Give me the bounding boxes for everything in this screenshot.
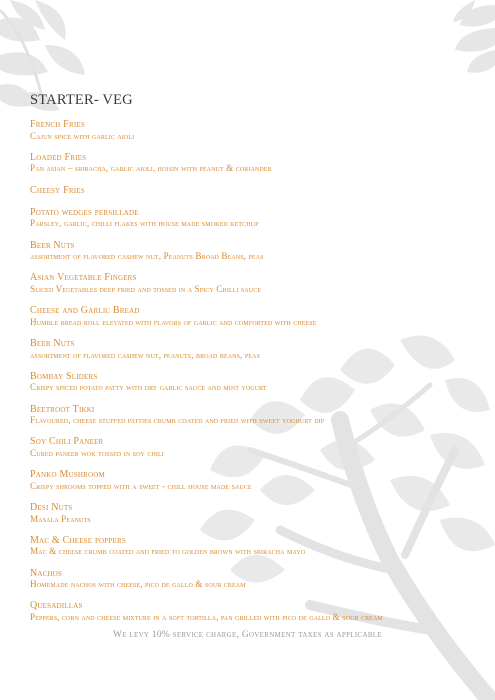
item-description: Pan asian – sriracha, garlic aioli, hoisin with peanut & coriander <box>30 163 272 174</box>
item-description: Cajun spice with garlic aioli <box>30 130 135 141</box>
item-name: Asian Vegetable Fingers <box>30 272 137 284</box>
item-description: Peppers, corn and cheese mixture in a soft tortilla, pan grilled with pico de gallo & sour cream <box>30 611 383 622</box>
item-name: Desi Nuts <box>30 502 73 514</box>
menu-item <box>30 569 470 590</box>
menu-item <box>30 273 470 294</box>
item-description: Parsley, garlic, chilli flakes with house made smoked ketchup <box>30 218 259 229</box>
menu-item <box>30 372 470 393</box>
menu-item <box>30 208 470 229</box>
item-name: Potato wedges persillade <box>30 206 139 218</box>
menu-section <box>30 92 470 634</box>
item-description: Masala Peanuts <box>30 513 91 524</box>
menu-item <box>30 503 470 524</box>
item-description: Cubed paneer wok tossed in soy chili <box>30 447 164 458</box>
item-name: Beetroot Tikki <box>30 403 95 415</box>
item-name: Beer Nuts <box>30 239 75 251</box>
item-name: Panko Mushroom <box>30 469 105 481</box>
menu-item <box>30 536 470 557</box>
item-name: Mac & Cheese poppers <box>30 534 126 546</box>
item-description: Crispy shrooms topped with a sweet - chill house made sauce <box>30 480 252 491</box>
menu-item <box>30 186 470 197</box>
item-name: Beer Nuts <box>30 338 75 350</box>
section-title: STARTER- VEG <box>30 92 133 108</box>
item-description: Flavoured, cheese stuffed patties crumb coated and fried with sweet yoghurt dip <box>30 415 325 426</box>
item-description: assortment of flavored cashew nut, peanuts, broad beans, peas <box>30 349 260 360</box>
item-name: Loaded Fries <box>30 151 87 163</box>
item-description: assortment of flavored cashew nut, Peanuts Broad Beans, peas <box>30 251 264 262</box>
item-name: Bombay Sliders <box>30 370 98 382</box>
service-charge-note: We levy 10% service charge, Government taxes as applicable <box>113 630 382 640</box>
menu-item <box>30 241 470 262</box>
menu-item <box>30 153 470 174</box>
item-name: Quesadillas <box>30 600 83 612</box>
menu-item <box>30 470 470 491</box>
menu-item <box>30 306 470 327</box>
menu-item <box>30 339 470 360</box>
item-description: Humble bread roll elevated with flavors of garlic and comforted with cheese <box>30 316 317 327</box>
item-description: Mac & cheese crumb coated and fried to golden brown with sriracha mayo <box>30 546 306 557</box>
menu-item <box>30 601 470 622</box>
menu-item <box>30 437 470 458</box>
item-name: Soy Chili Paneer <box>30 436 104 448</box>
item-name: Nachos <box>30 567 63 579</box>
item-name: Cheese and Garlic Bread <box>30 305 140 317</box>
item-name: French Fries <box>30 119 85 130</box>
leaf-ornament-top-right <box>445 0 495 75</box>
item-description: Crispy spiced potato patty with dry garlic sauce and mint yogurt <box>30 382 267 393</box>
menu-item <box>30 120 470 141</box>
item-description: Sliced Vegetables deep fried and tossed in a Spicy Chilli sauce <box>30 283 262 294</box>
item-name: Cheesy Fries <box>30 184 85 196</box>
menu-item <box>30 405 470 426</box>
item-description: Homemade nachos with cheese, pico de gallo & sour cream <box>30 579 246 590</box>
